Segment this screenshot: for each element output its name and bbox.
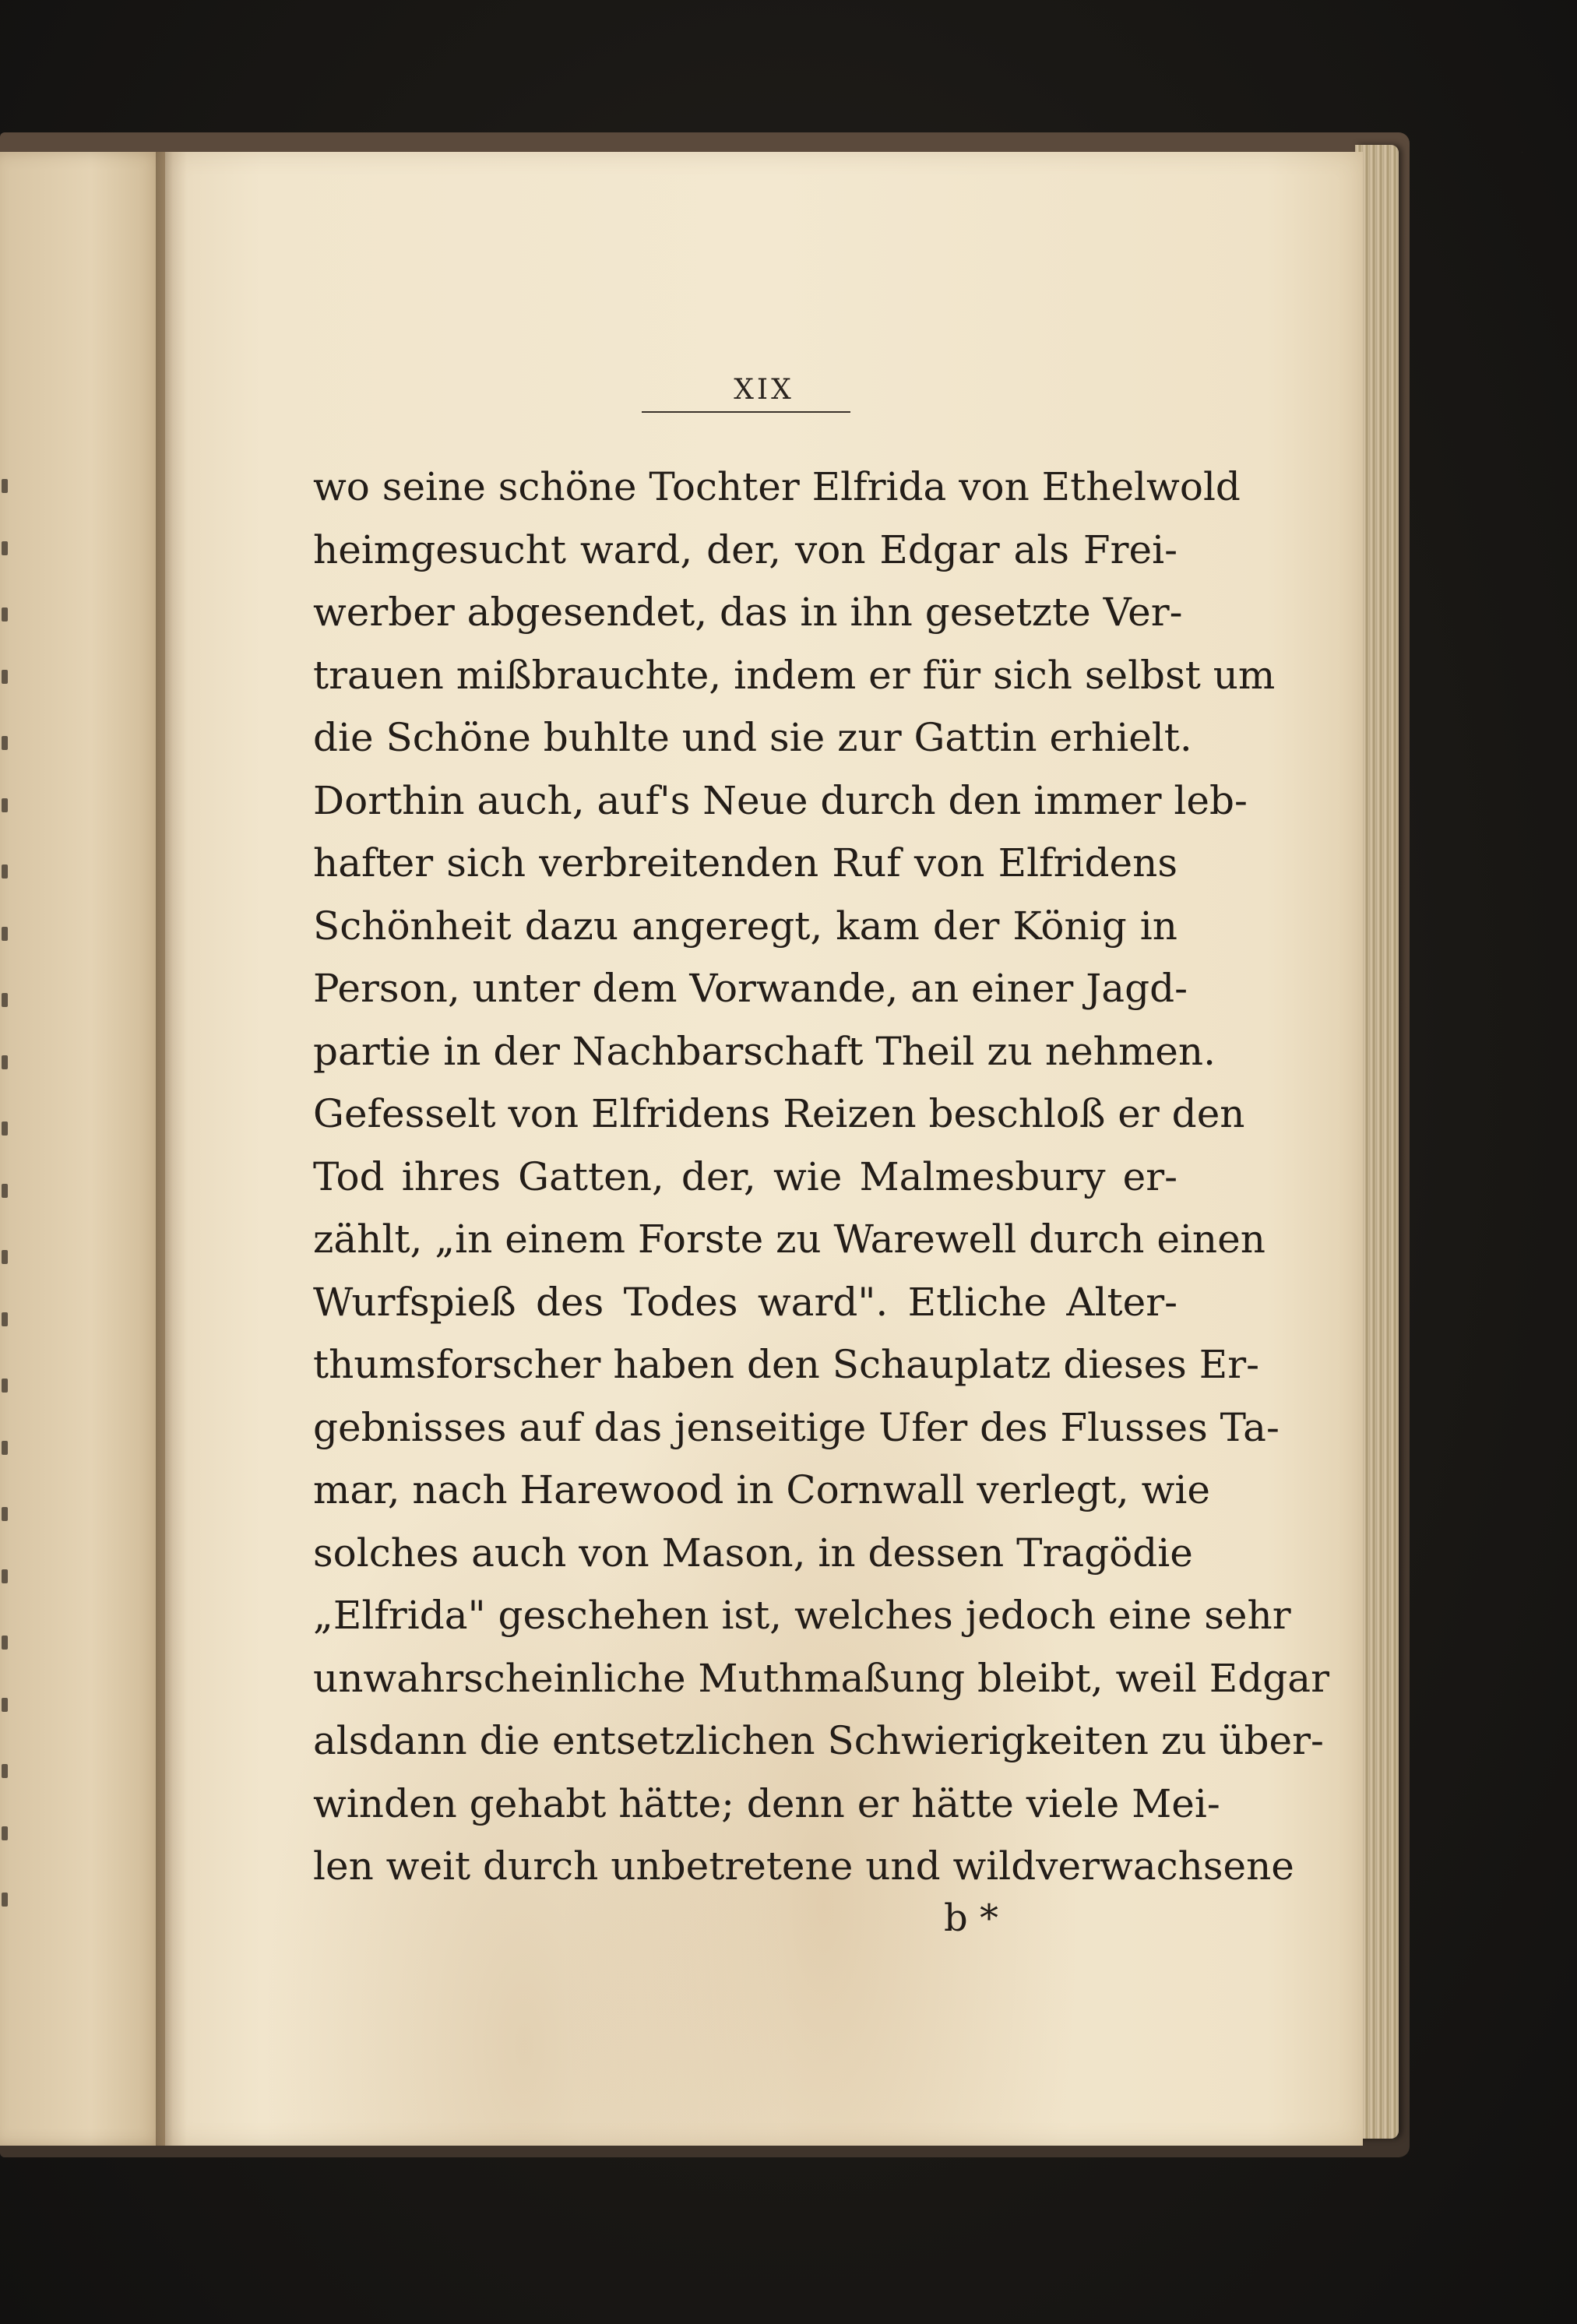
text-line: „Elfrida" geschehen ist, welches jedoch eine sehr (313, 1593, 1291, 1638)
page-header (165, 374, 1363, 406)
text-line: alsdann die entsetzlichen Schwierigkeiten zu über- (313, 1718, 1324, 1763)
text-line: Dorthin auch, auf's Neue durch den immer leb- (313, 777, 1248, 823)
text-line: wo seine schöne Tochter Elfrida von Ethelwold (313, 464, 1241, 509)
text-line: solches auch von Mason, in dessen Tragödie (313, 1530, 1193, 1576)
text-line: zählt, „in einem Forste zu Warewell durch einen (313, 1217, 1265, 1262)
text-line: Gefesselt von Elfridens Reizen beschloß er den (313, 1091, 1245, 1136)
text-line: Schönheit dazu angeregt, kam der König in (313, 903, 1177, 949)
text-line: winden gehabt hätte; denn er hätte viele Mei- (313, 1780, 1220, 1826)
text-line: gebnisses auf das jenseitige Ufer des Flusses Ta- (313, 1404, 1280, 1450)
text-line: werber abgesendet, das in ihn gesetzte Ver- (313, 590, 1183, 635)
left-page (0, 152, 165, 2146)
text-line: thumsforscher haben den Schauplatz dieses Er- (313, 1342, 1260, 1387)
signature-mark: b * (944, 1896, 998, 1940)
text-line: trauen mißbrauchte, indem er für sich selbst um (313, 652, 1276, 698)
left-page-text-fragments (0, 152, 165, 2146)
text-line: hafter sich verbreitenden Ruf von Elfridens (313, 840, 1177, 886)
text-line: Tod ihres Gatten, der, wie Malmesbury er- (313, 1153, 1177, 1199)
text-line: mar, nach Harewood in Cornwall verlegt, wie (313, 1467, 1210, 1512)
text-line: partie in der Nachbarschaft Theil zu nehmen. (313, 1028, 1216, 1074)
right-page (165, 152, 1363, 2146)
page-number: XIX (734, 374, 794, 406)
text-line: heimgesucht ward, der, von Edgar als Frei- (313, 526, 1177, 572)
text-line: unwahrscheinliche Muthmaßung bleibt, weil Edgar (313, 1655, 1330, 1701)
text-line: Person, unter dem Vorwande, an einer Jagd- (313, 966, 1188, 1011)
header-rule (642, 411, 850, 413)
text-line: die Schöne buhlte und sie zur Gattin erhielt. (313, 715, 1192, 760)
text-line: Wurfspieß des Todes ward". Etliche Alter- (313, 1279, 1177, 1325)
text-line: len weit durch unbetretene und wildverwachsene (313, 1843, 1294, 1889)
body-text (313, 456, 1330, 1898)
